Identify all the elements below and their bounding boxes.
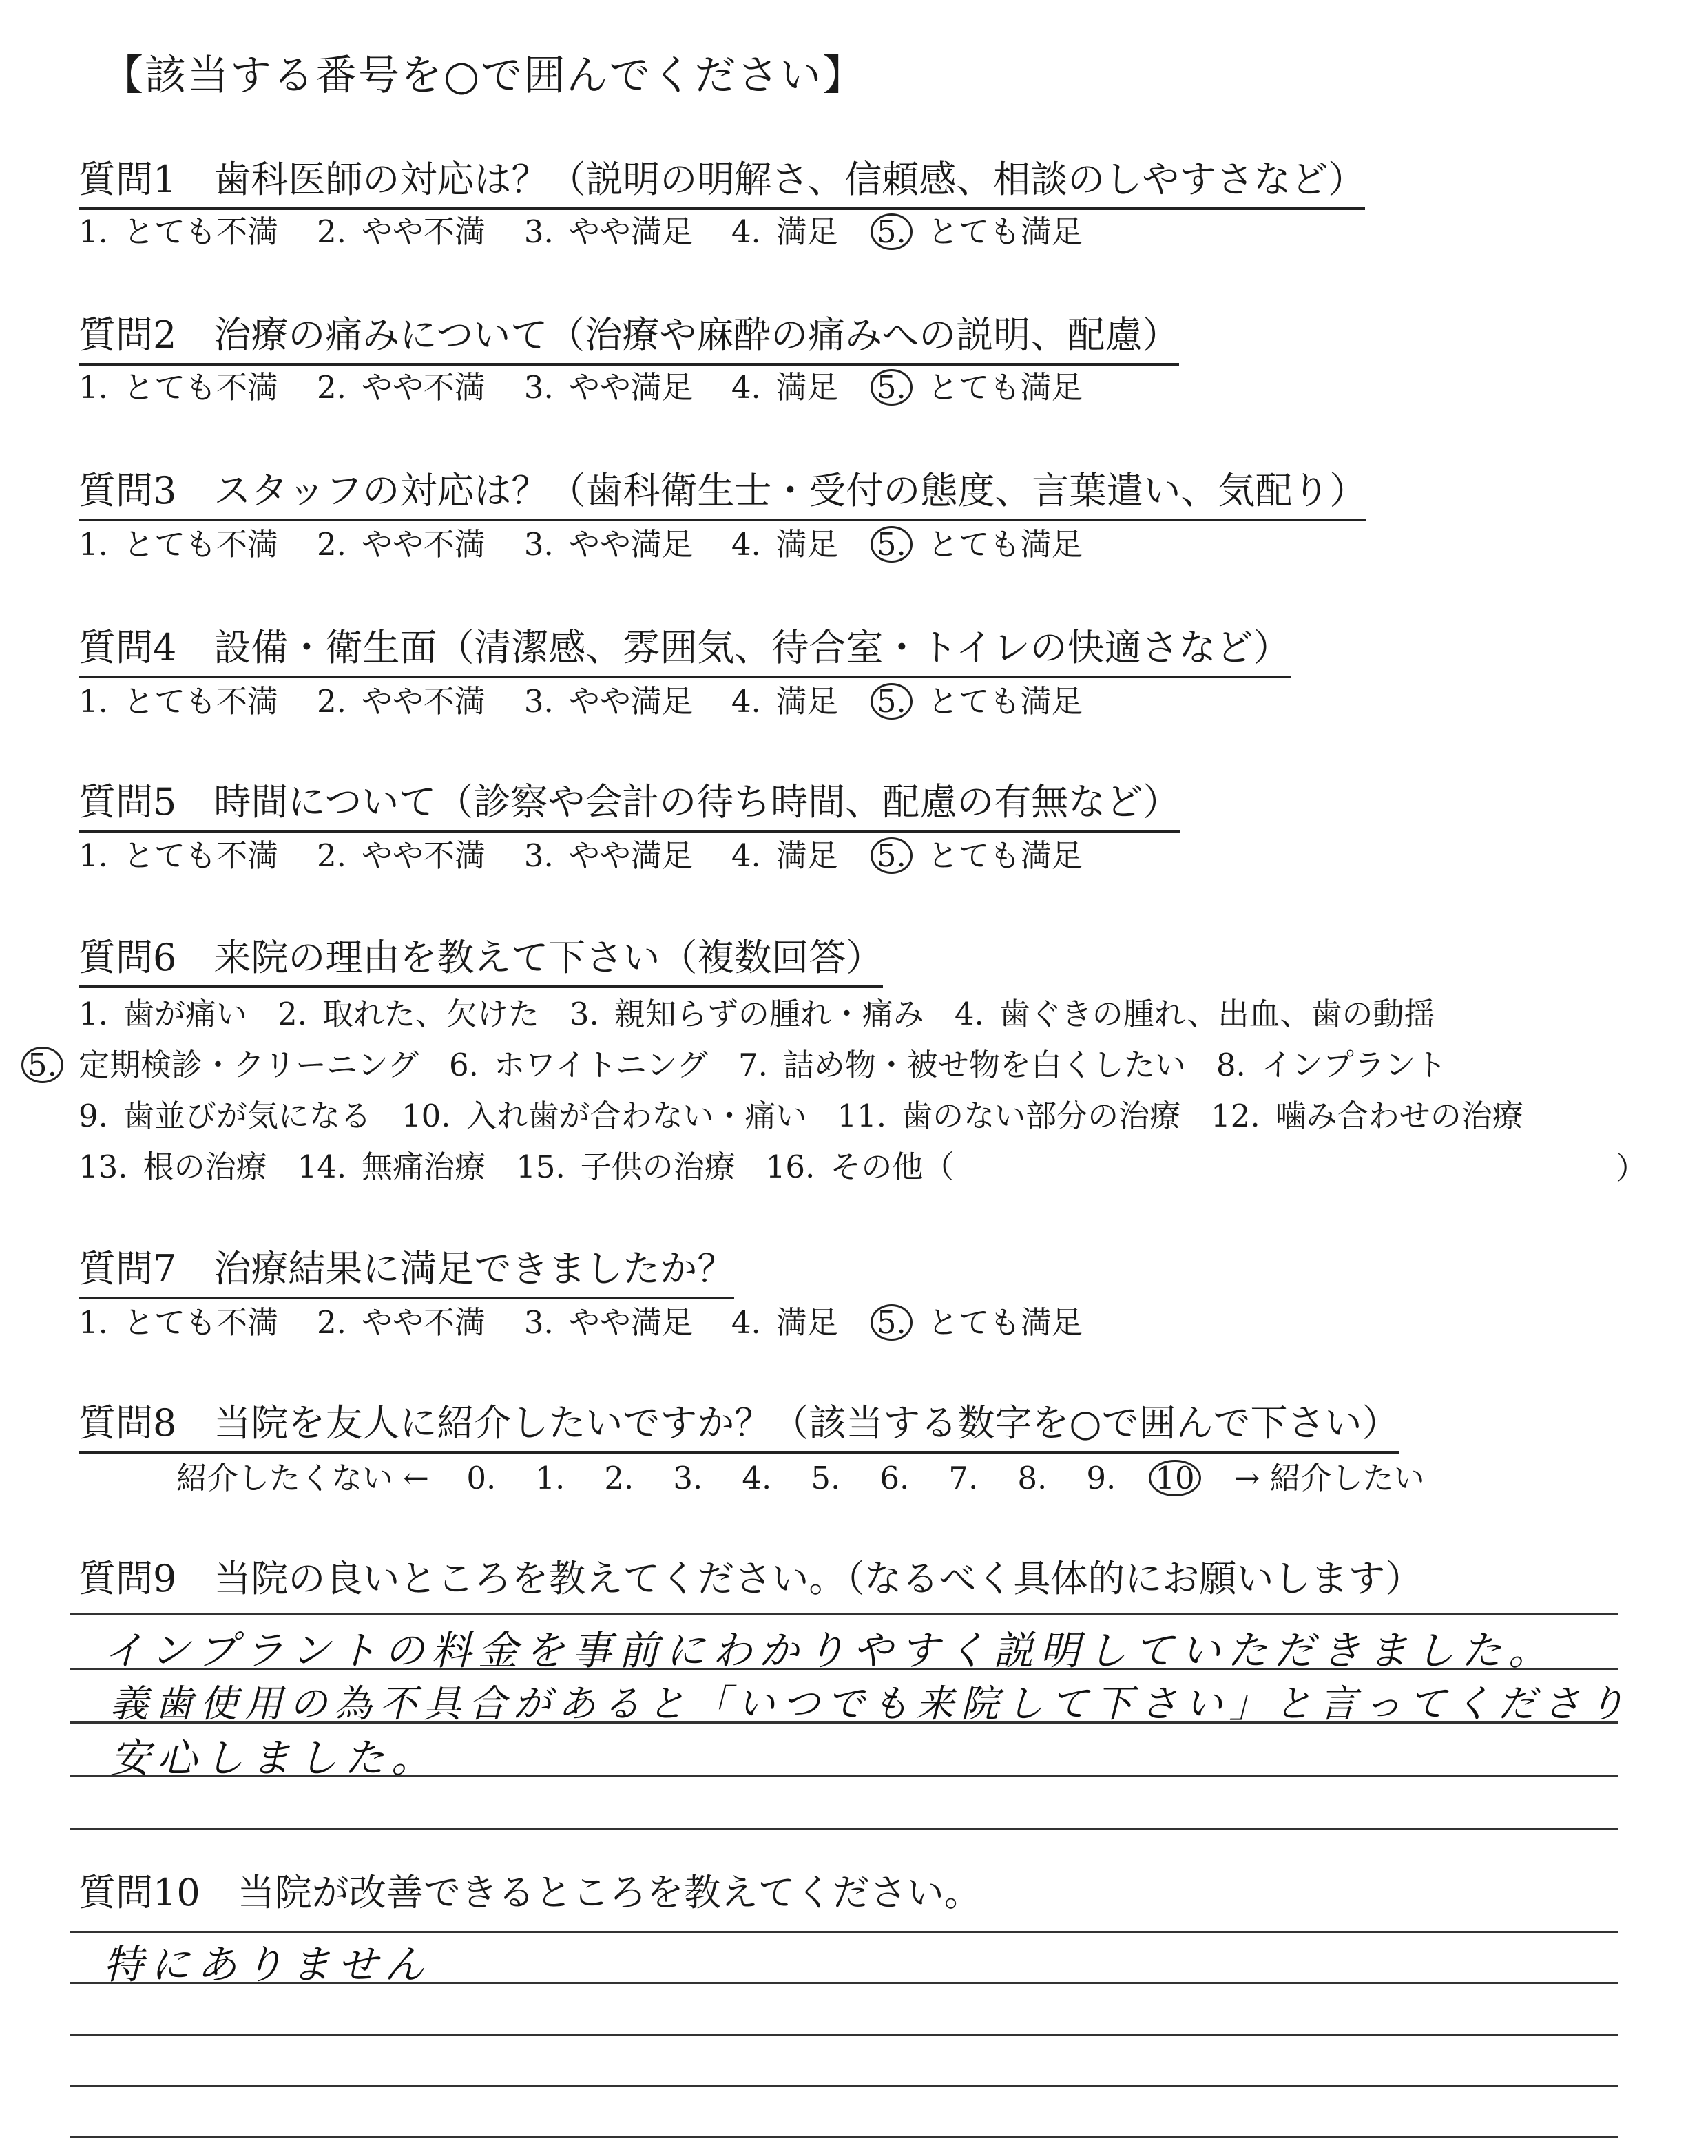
q3-option-3-number: 3.	[523, 526, 554, 563]
q6-option-10-label: 入れ歯が合わない・痛い	[466, 1098, 807, 1134]
q6-option-16[interactable]	[766, 1142, 955, 1186]
q4-option-1-label: とても不満	[123, 683, 278, 720]
q4-option-5-label: とても満足	[927, 683, 1083, 720]
q1-option-1-number: 1.	[79, 213, 108, 250]
q5-option-2-label: やや不満	[361, 837, 486, 874]
q8-number-circled: 10	[1149, 1460, 1200, 1496]
q6-option-11[interactable]	[837, 1091, 1181, 1135]
q6-option-13-label: 根の治療	[143, 1149, 267, 1185]
q5-title: 質問5 時間について（診察や会計の待ち時間、配慮の有無など）	[79, 773, 1180, 833]
q3-option-5[interactable]	[877, 519, 1083, 564]
q9-title: 質問9 当院の良いところを教えてください。（なるべく具体的にお願いします）	[79, 1557, 1423, 1600]
q8-number-4[interactable]	[742, 1460, 811, 1496]
q6-option-1[interactable]	[79, 989, 247, 1034]
q6-other-close-paren: ）	[1616, 1150, 1647, 1186]
q8-number-text: 9.	[1086, 1460, 1116, 1496]
q8-left-label: 紹介したくない ←	[176, 1460, 430, 1496]
q1-option-5-number-circled: 5.	[871, 213, 913, 250]
q8-title: 質問8 当院を友人に紹介したいですか？（該当する数字を○で囲んで下さい）	[79, 1394, 1399, 1454]
q6-option-12[interactable]	[1211, 1091, 1523, 1135]
q8-right-label: → 紹介したい	[1233, 1460, 1425, 1496]
q7-option-1-number: 1.	[79, 1304, 108, 1341]
q5-option-5-number-circled: 5.	[871, 837, 913, 874]
q8-number-7[interactable]	[948, 1460, 1017, 1496]
q5-option-1-number: 1.	[79, 837, 108, 874]
q6-option-13-number: 13.	[79, 1149, 128, 1185]
q6-option-12-label: 噛み合わせの治療	[1275, 1098, 1523, 1134]
q7-option-3-label: やや満足	[568, 1304, 693, 1341]
q6-option-2-number: 2.	[277, 996, 307, 1032]
q10-rule-4	[70, 2085, 1618, 2087]
q1-option-3-number: 3.	[523, 213, 554, 250]
q5-option-4[interactable]	[731, 830, 838, 875]
q8-number-text: 7.	[948, 1460, 979, 1496]
q1-options[interactable]	[79, 207, 1121, 251]
q7-option-2-number: 2.	[316, 1304, 346, 1341]
q8-number-1[interactable]	[535, 1460, 604, 1496]
q6-option-4[interactable]	[955, 989, 1435, 1034]
q1-option-5-label: とても満足	[927, 213, 1083, 250]
q9-answer-line-2[interactable]: 義歯使用の為不具合があると「いつでも来院して下さい」と言ってくださり	[110, 1682, 1633, 1726]
q1-option-4[interactable]	[731, 207, 838, 251]
q5-option-5-label: とても満足	[927, 837, 1083, 874]
q6-option-5[interactable]	[28, 1040, 419, 1085]
q1-option-5[interactable]	[877, 207, 1083, 251]
q4-option-2-label: やや不満	[361, 683, 486, 720]
q5-options[interactable]	[79, 830, 1121, 875]
q6-option-10[interactable]	[402, 1091, 807, 1135]
q9-rule-5	[70, 1828, 1618, 1830]
q8-number-text: 2.	[604, 1460, 634, 1496]
q3-option-1-label: とても不満	[123, 526, 278, 563]
q2-option-5[interactable]	[877, 362, 1083, 407]
q6-option-12-number: 12.	[1211, 1098, 1260, 1134]
q2-option-3[interactable]	[524, 362, 693, 407]
q3-option-4-label: 満足	[775, 526, 838, 563]
q4-option-3-label: やや満足	[568, 683, 693, 720]
q8-number-text: 0.	[466, 1460, 497, 1496]
q4-options[interactable]	[79, 676, 1121, 721]
q7-option-3[interactable]	[524, 1297, 693, 1342]
q4-option-2-number: 2.	[316, 683, 346, 720]
q2-option-5-label: とても満足	[927, 369, 1083, 406]
q2-option-2-label: やや不満	[361, 369, 486, 406]
q7-option-4-number: 4.	[731, 1304, 761, 1341]
q4-option-1[interactable]	[79, 676, 278, 721]
q6-row-3[interactable]	[79, 1091, 1554, 1135]
q3-option-4[interactable]	[731, 519, 838, 564]
q3-option-2-number: 2.	[316, 526, 346, 563]
q2-option-5-number-circled: 5.	[871, 369, 913, 406]
q1-option-3[interactable]	[524, 207, 693, 251]
q9-answer-line-3[interactable]: 安心しました。	[110, 1735, 439, 1781]
q6-option-13[interactable]	[79, 1142, 267, 1186]
q7-title: 質問7 治療結果に満足できましたか？	[79, 1239, 734, 1299]
q8-number-text: 5.	[811, 1460, 841, 1496]
q4-option-3[interactable]	[524, 676, 693, 721]
q6-option-7-label: 詰め物・被せ物を白くしたい	[782, 1047, 1186, 1083]
q6-option-2[interactable]	[278, 989, 539, 1034]
q6-option-9-number: 9.	[79, 1098, 108, 1134]
q6-option-16-number: 16.	[765, 1149, 815, 1185]
q1-option-3-label: やや満足	[568, 213, 693, 250]
q6-option-14[interactable]	[298, 1142, 486, 1186]
q6-title: 質問6 来院の理由を教えて下さい（複数回答）	[79, 928, 883, 988]
q6-option-6-number: 6.	[449, 1047, 479, 1083]
q3-option-2-label: やや不満	[361, 526, 486, 563]
q1-option-1-label: とても不満	[123, 213, 278, 250]
q6-option-8[interactable]	[1216, 1040, 1447, 1085]
q9-answer-line-1[interactable]: インプラントの料金を事前にわかりやすく説明していただきました。	[103, 1627, 1556, 1674]
q7-option-4-label: 満足	[775, 1304, 838, 1341]
q10-title: 質問10 当院が改善できるところを教えてください。	[79, 1871, 981, 1914]
q2-option-2[interactable]	[317, 362, 486, 407]
q3-option-1-number: 1.	[79, 526, 108, 563]
q4-option-4[interactable]	[731, 676, 838, 721]
q10-answer-line-1[interactable]: 特にありません	[103, 1941, 432, 1988]
q3-option-2[interactable]	[317, 519, 486, 564]
q7-option-1-label: とても不満	[123, 1304, 278, 1341]
q10-rule-3	[70, 2034, 1618, 2036]
q8-number-text: 6.	[879, 1460, 910, 1496]
q7-option-2-label: やや不満	[361, 1304, 486, 1341]
q3-option-5-number-circled: 5.	[871, 526, 913, 563]
q6-option-3-number: 3.	[569, 996, 599, 1032]
q6-option-5-number-circled: 5.	[21, 1047, 63, 1083]
q6-option-4-label: 歯ぐきの腫れ、出血、歯の動揺	[999, 996, 1435, 1032]
q5-option-3[interactable]	[524, 830, 693, 875]
q6-option-15-number: 15.	[516, 1149, 565, 1185]
q6-row-1[interactable]	[79, 989, 1466, 1034]
q2-option-2-number: 2.	[316, 369, 346, 406]
q6-option-6[interactable]	[449, 1040, 708, 1085]
q8-numbers[interactable]	[466, 1460, 1224, 1496]
q8-number-0[interactable]	[466, 1460, 535, 1496]
q5-option-3-number: 3.	[523, 837, 554, 874]
q6-option-9[interactable]	[79, 1091, 371, 1135]
q1-option-4-label: 満足	[775, 213, 838, 250]
q2-option-3-label: やや満足	[568, 369, 693, 406]
q4-option-4-number: 4.	[731, 683, 761, 720]
q5-option-4-label: 満足	[775, 837, 838, 874]
q6-option-3-label: 親知らずの腫れ・痛み	[614, 996, 924, 1032]
q7-options[interactable]	[79, 1297, 1121, 1342]
q1-option-2-label: やや不満	[361, 213, 486, 250]
q8-number-text: 4.	[742, 1460, 772, 1496]
q6-option-8-number: 8.	[1216, 1047, 1246, 1083]
q5-option-4-number: 4.	[731, 837, 761, 874]
q2-option-4-number: 4.	[731, 369, 761, 406]
q6-option-3[interactable]	[570, 989, 924, 1034]
q6-option-16-label: その他（	[830, 1149, 955, 1185]
q7-option-5-number-circled: 5.	[871, 1304, 913, 1341]
q2-options[interactable]	[79, 362, 1121, 407]
q6-option-8-label: インプラント	[1260, 1047, 1447, 1083]
q4-option-1-number: 1.	[79, 683, 108, 720]
q2-option-1[interactable]	[79, 362, 278, 407]
q3-option-5-label: とても満足	[927, 526, 1083, 563]
q2-option-1-number: 1.	[79, 369, 108, 406]
q6-row-4[interactable]	[79, 1142, 984, 1186]
q8-number-5[interactable]	[811, 1460, 879, 1496]
q6-option-7[interactable]	[738, 1040, 1186, 1085]
q5-option-3-label: やや満足	[568, 837, 693, 874]
q3-option-3[interactable]	[524, 519, 693, 564]
q9-rule-1	[70, 1613, 1618, 1615]
q2-option-3-number: 3.	[523, 369, 554, 406]
q7-option-3-number: 3.	[523, 1304, 554, 1341]
q5-option-2[interactable]	[317, 830, 486, 875]
q8-number-8[interactable]	[1017, 1460, 1086, 1496]
q6-row-2[interactable]	[28, 1040, 1477, 1085]
q8-scale[interactable]	[176, 1453, 1425, 1498]
q3-options[interactable]	[79, 519, 1121, 564]
q6-option-5-label: 定期検診・クリーニング	[78, 1047, 419, 1083]
q5-option-5[interactable]	[877, 830, 1083, 875]
q3-option-1[interactable]	[79, 519, 278, 564]
q8-number-text: 3.	[673, 1460, 703, 1496]
q5-option-2-number: 2.	[316, 837, 346, 874]
q4-option-5-number-circled: 5.	[871, 683, 913, 720]
q8-number-10[interactable]	[1155, 1460, 1224, 1496]
q1-option-4-number: 4.	[731, 213, 761, 250]
q3-option-4-number: 4.	[731, 526, 761, 563]
q7-option-5-label: とても満足	[927, 1304, 1083, 1341]
q2-option-1-label: とても不満	[123, 369, 278, 406]
q6-option-14-label: 無痛治療	[362, 1149, 486, 1185]
q4-option-3-number: 3.	[523, 683, 554, 720]
q5-option-1[interactable]	[79, 830, 278, 875]
q6-option-6-label: ホワイトニング	[493, 1047, 708, 1083]
q6-option-14-number: 14.	[297, 1149, 347, 1185]
q7-option-4[interactable]	[731, 1297, 838, 1342]
q6-option-4-number: 4.	[954, 996, 984, 1032]
q4-title: 質問4 設備・衛生面（清潔感、雰囲気、待合室・トイレの快適さなど）	[79, 618, 1291, 678]
page-header: 【該当する番号を○で囲んでください】	[102, 52, 866, 100]
q4-option-2[interactable]	[317, 676, 486, 721]
q6-option-1-label: 歯が痛い	[123, 996, 247, 1032]
q6-option-11-number: 11.	[837, 1098, 887, 1134]
q7-option-1[interactable]	[79, 1297, 278, 1342]
q8-number-text: 1.	[535, 1460, 565, 1496]
q6-option-11-label: 歯のない部分の治療	[902, 1098, 1181, 1134]
q6-option-2-label: 取れた、欠けた	[322, 996, 539, 1032]
q1-option-2[interactable]	[317, 207, 486, 251]
q3-option-3-label: やや満足	[568, 526, 693, 563]
q4-option-5[interactable]	[877, 676, 1083, 721]
q6-option-9-label: 歯並びが気になる	[123, 1098, 371, 1134]
q7-option-5[interactable]	[877, 1297, 1083, 1342]
q10-rule-5	[70, 2136, 1618, 2138]
q8-number-9[interactable]	[1086, 1460, 1155, 1496]
q6-option-7-number: 7.	[738, 1047, 768, 1083]
q4-option-4-label: 満足	[775, 683, 838, 720]
q8-number-2[interactable]	[604, 1460, 673, 1496]
q7-option-2[interactable]	[317, 1297, 486, 1342]
q1-option-1[interactable]	[79, 207, 278, 251]
q3-title: 質問3 スタッフの対応は？（歯科衛生士・受付の態度、言葉遣い、気配り）	[79, 461, 1366, 521]
q2-title: 質問2 治療の痛みについて（治療や麻酔の痛みへの説明、配慮）	[79, 306, 1179, 366]
q6-option-1-number: 1.	[79, 996, 108, 1032]
q6-option-10-number: 10.	[401, 1098, 451, 1134]
q6-option-15[interactable]	[516, 1142, 736, 1186]
q8-number-3[interactable]	[673, 1460, 742, 1496]
q2-option-4-label: 満足	[775, 369, 838, 406]
q6-option-15-label: 子供の治療	[580, 1149, 736, 1185]
q2-option-4[interactable]	[731, 362, 838, 407]
q1-option-2-number: 2.	[316, 213, 346, 250]
q5-option-1-label: とても不満	[123, 837, 278, 874]
q8-number-6[interactable]	[879, 1460, 948, 1496]
q1-title: 質問1 歯科医師の対応は？（説明の明解さ、信頼感、相談のしやすさなど）	[79, 150, 1365, 210]
q8-number-text: 8.	[1017, 1460, 1048, 1496]
